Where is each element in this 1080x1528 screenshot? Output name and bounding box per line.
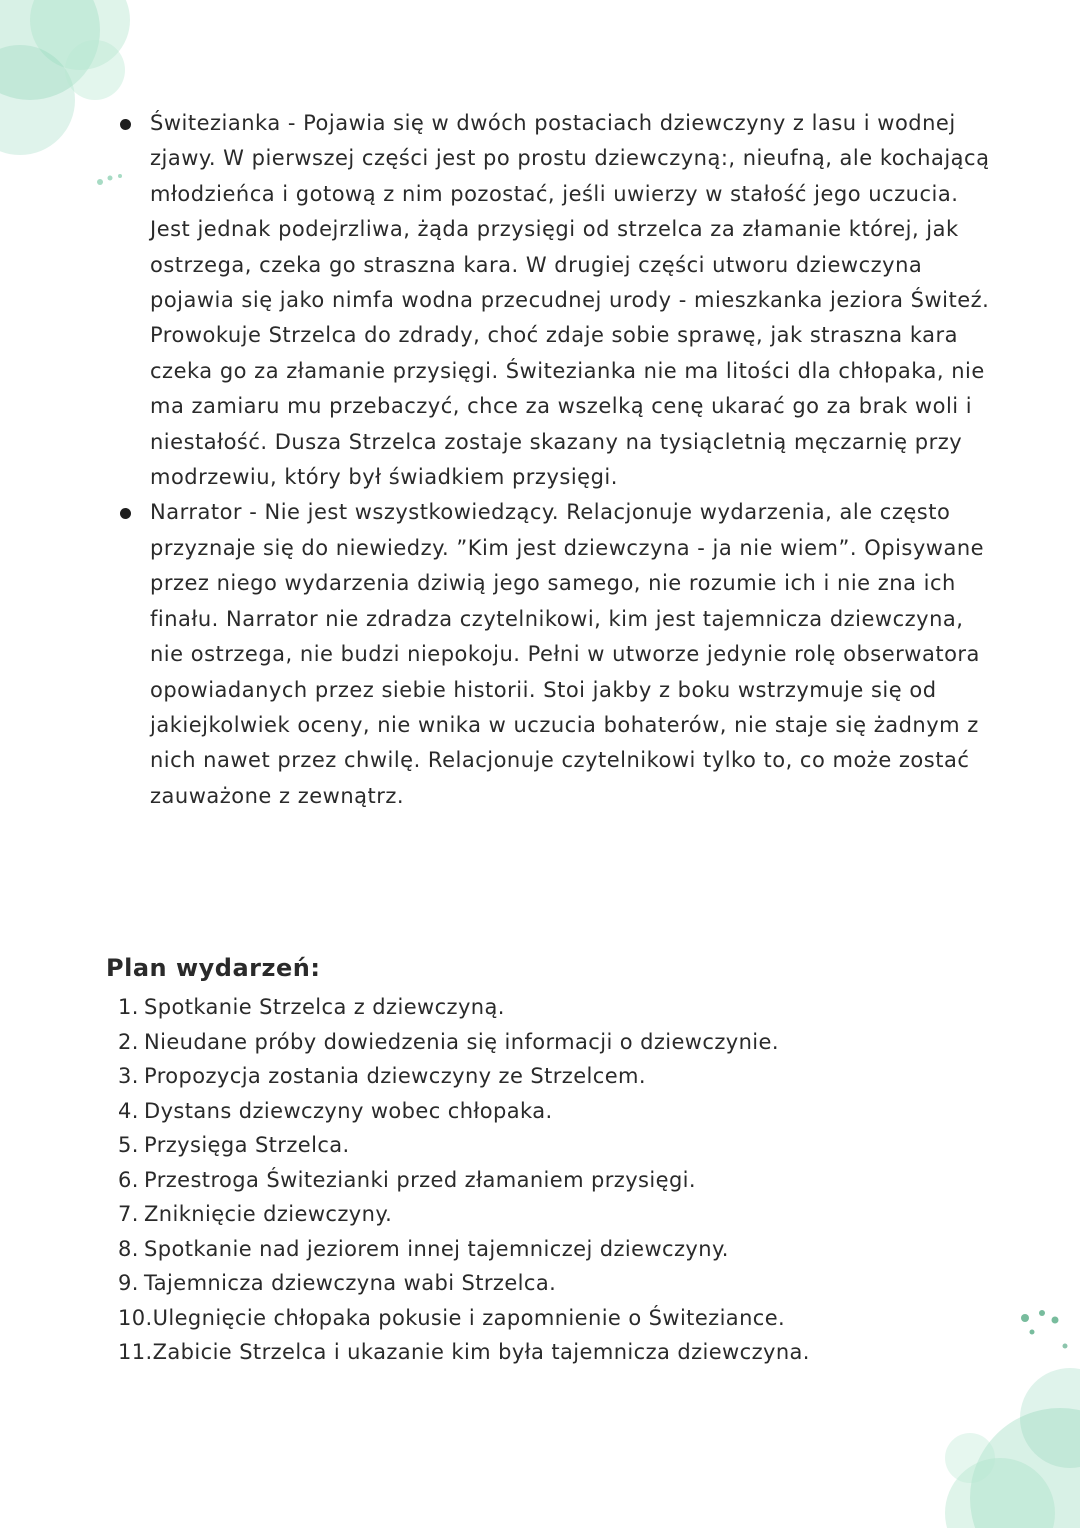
plan-item: [118, 990, 978, 1025]
plan-item: [118, 1266, 978, 1301]
plan-item-text: Zabicie Strzelca i ukazanie kim była tajemnicza dziewczyna.: [152, 1340, 810, 1364]
plan-item-text: Spotkanie Strzelca z dziewczyną.: [144, 995, 505, 1019]
plan-item-number: 11.: [118, 1340, 153, 1364]
character-item-narrator: [110, 495, 990, 814]
plan-item: [118, 1301, 978, 1336]
plan-item: [118, 1163, 978, 1198]
character-item-switezianka: [110, 106, 990, 495]
plan-item-number: 10.: [118, 1305, 153, 1330]
plan-item-text: Nieudane próby dowiedzenia się informacji o dziewczynie.: [144, 1029, 779, 1054]
character-list: [110, 106, 990, 814]
plan-item-number: 1.: [118, 995, 139, 1019]
plan-item-number: 8.: [118, 1236, 139, 1261]
plan-item-text: Propozycja zostania dziewczyny ze Strzelcem.: [144, 1064, 646, 1088]
plan-item-text: Zniknięcie dziewczyny.: [144, 1202, 393, 1226]
plan-item-text: Dystans dziewczyny wobec chłopaka.: [144, 1098, 553, 1123]
plan-item-number: 4.: [118, 1098, 139, 1123]
plan-list: [118, 990, 978, 1370]
plan-item-number: 3.: [118, 1064, 139, 1088]
plan-item: [118, 1025, 978, 1060]
plan-title: Plan wydarzeń:: [106, 954, 321, 982]
plan-item-text: Spotkanie nad jeziorem innej tajemniczej dziewczyny.: [144, 1236, 729, 1261]
plan-item: [118, 1232, 978, 1267]
plan-item-number: 6.: [118, 1167, 139, 1192]
plan-item-number: 2.: [118, 1029, 139, 1054]
plan-item-number: 5.: [118, 1133, 139, 1157]
plan-item-number: 7.: [118, 1202, 139, 1226]
bullet-icon: [120, 508, 131, 519]
character-description: Świtezianka - Pojawia się w dwóch postaciach dziewczyny z lasu i wodnej zjawy. W pierwszej części jest po prostu dziewczyną:, nieufną, ale kochającą młodzieńca i gotową z nim pozostać, jeśli uwierzy w stałość jego uczucia. Jest jednak podejrzliwa, żąda przysięgi od strzelca za złamanie której, jak ostrzega, czeka go straszna kara. W drugiej części utworu dziewczyna pojawia się jako nimfa wodna przecudnej urody - mieszkanka jeziora Świteź. Prowokuje Strzelca do zdrady, choć zdaje sobie sprawę, jak straszna kara czeka go za złamanie przysięgi. Świtezianka nie ma litości dla chłopaka, nie ma zamiaru mu przebaczyć, chce za wszelką cenę ukarać go za brak woli i niestałość. Dusza Strzelca zostaje skazany na tysiącletnią męczarnię przy modrzewiu, który był świadkiem przysięgi.: [150, 111, 990, 490]
plan-item: [118, 1094, 978, 1129]
plan-item: [118, 1335, 978, 1370]
plan-item-text: Tajemnicza dziewczyna wabi Strzelca.: [144, 1271, 557, 1295]
plan-item: [118, 1197, 978, 1232]
plan-item: [118, 1059, 978, 1094]
plan-item-text: Przestroga Świtezianki przed złamaniem przysięgi.: [144, 1167, 696, 1192]
bullet-icon: [120, 119, 131, 130]
plan-item-text: Ulegnięcie chłopaka pokusie i zapomnienie o Świteziance.: [152, 1305, 786, 1330]
plan-item-number: 9.: [118, 1271, 139, 1295]
plan-item: [118, 1128, 978, 1163]
plan-item-text: Przysięga Strzelca.: [144, 1133, 350, 1157]
character-description: Narrator - Nie jest wszystkowiedzący. Relacjonuje wydarzenia, ale często przyznaje się do niewiedzy. ”Kim jest dziewczyna - ja nie wiem”. Opisywane przez niego wydarzenia dziwią jego samego, nie rozumie ich i nie zna ich finału. Narrator nie zdradza czytelnikowi, kim jest tajemnicza dziewczyna, nie ostrzega, nie budzi niepokoju. Pełni w utworze jedynie rolę obserwatora opowiadanych przez siebie historii. Stoi jakby z boku wstrzymuje się od jakiejkolwiek oceny, nie wnika w uczucia bohaterów, nie staje się żadnym z nich nawet przez chwilę. Relacjonuje czytelnikowi tylko to, co może zostać zauważone z zewnątrz.: [150, 500, 985, 808]
